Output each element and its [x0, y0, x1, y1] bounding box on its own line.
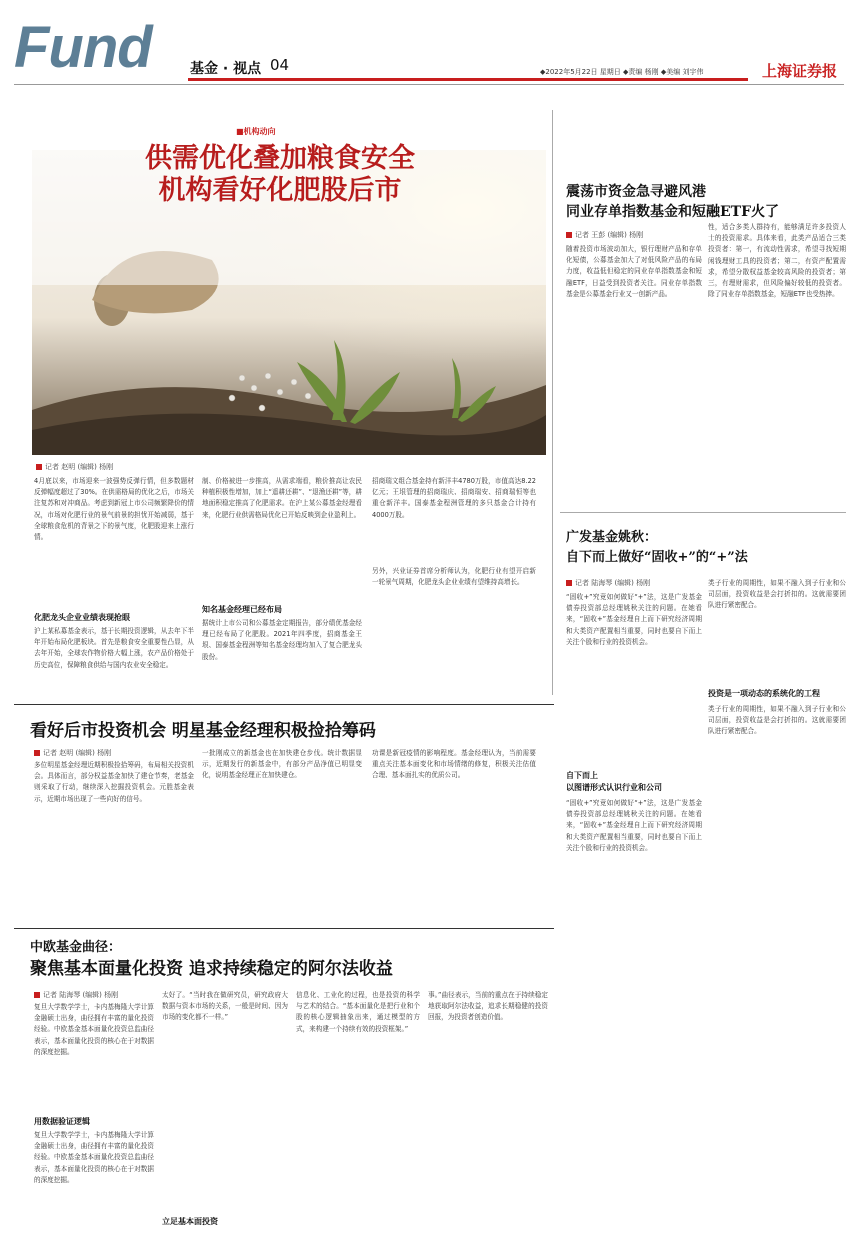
section3-byline-text: 记者 陆海琴 (编辑) 杨刚	[43, 991, 119, 999]
section3-subhead1: 用数据验证逻辑	[34, 1117, 90, 1126]
section2-col1: 多位明星基金经理近期积极捡拾筹码，布局相关投资机会。具体而言，部分权益基金加快了建仓节奏，老基金则采取了行动，继续深入挖掘投资机会。元胜基金表示，近期市场出现了一些向好的信号。	[34, 761, 194, 803]
section-name: 基金 · 视点	[190, 61, 262, 77]
section2-col2: 一批刚成立的新基金也在加快建仓步伐。统计数据显示，近期发行的新基金中，有部分产品净值已明显变化，说明基金经理正在加快建仓。	[202, 749, 362, 780]
lead-col2: 制、价格被进一步推高，从需求端看，粮价推高让农民种植积极性增加，加上“遥耕还耕”、“退渔还耕”等，耕地面积稳定推高了化肥需求。在沪上某公募基金经理看来，化肥行业供需格局优化已开始反映到企业盈利上。	[202, 477, 362, 519]
lead-title-line2: 机构看好化肥股后市	[158, 175, 402, 206]
page-number: 04	[270, 56, 290, 74]
rt-title	[566, 182, 846, 222]
section3-col3: 信息化、工业化的过程，也是投资的科学与艺术的结合。“基本面量化是把行业和个股的核心逻辑抽象出来，通过模型的方式，来构建一个持续有效的投资框架。”	[296, 991, 420, 1033]
section2-rule	[14, 704, 554, 705]
rm-col2: 类子行业的周期性，如果不融入到子行业和公司层面，投资收益是会打折扣的。这就需要团队进行紧密配合。	[708, 579, 846, 610]
masthead-divider	[14, 84, 844, 85]
rm-subhead1b: 以图谱形式认识行业和公司	[566, 783, 662, 792]
section3-byline	[34, 990, 118, 1000]
rm-byline-text: 记者 陆海琴 (编辑) 杨刚	[575, 579, 651, 587]
section3-col1: 复旦大学数学学士，卡内基梅隆大学计算金融硕士出身，曲径拥有丰富的量化投资经验。中欧基金基本面量化投资总监曲径表示，基本面量化投资的核心在于对数据的深度挖掘。	[34, 1003, 154, 1056]
byline-marker	[34, 992, 40, 998]
lead-col3b: 另外，兴业证券首席分析师认为，化肥行业有望开启新一轮景气周期，化肥龙头企业业绩有望维持高增长。	[372, 567, 536, 587]
rm-col2-cont: 类子行业的周期性，如果不融入到子行业和公司层面，投资收益是会打折扣的。这就需要团队进行紧密配合。	[708, 705, 846, 736]
section2-title: 看好后市投资机会 明星基金经理积极捡拾筹码	[30, 721, 376, 741]
rt-col1: 随着投资市场波动加大，银行理财产品和存单化短债，公募基金加大了对低风险产品的布局力度，收益低但稳定的同业存单指数基金和短融ETF，日益受到投资者关注。同业存单指数基金是公募基金行业又一创新产品。	[566, 245, 702, 298]
lead-title-line1: 供需优化叠加粮食安全	[145, 143, 415, 174]
section3-col4: 事。”曲径表示，当前的重点在于持续稳定地获取阿尔法收益，追求长期稳健的投资回报，为投资者创造价值。	[428, 991, 548, 1022]
lead-title	[60, 143, 500, 207]
rm-col1-cont: “固收+”究竟如何做好“+”法，这是广发基金债券投资部总经理姚秋关注的问题。在她看来，“固收+”基金经理自上而下研究经济周期和大类资产配置相当重要，同时也要自下而上关注个股和行业的投资机会。	[566, 799, 702, 852]
byline-marker	[566, 232, 572, 238]
rt-col2: 性，适合多类人群持有，能够满足许多投资人士的投资需求。具体来看，此类产品适合三类投资者：第一，有流动性需求，希望寻找短期闲钱理财工具的投资者；第二，有资产配置需求，希望分散权益基金较高风险的投资者；第三，有理财需求，但风险偏好较低的投资者。除了同业存单指数基金，短融ETF也受热捧。	[708, 223, 846, 299]
section3-col1b: 复旦大学数学学士，卡内基梅隆大学计算金融硕士出身，曲径拥有丰富的量化投资经验。中欧基金基本面量化投资总监曲径表示，基本面量化投资的核心在于对数据的深度挖掘。	[34, 1131, 154, 1184]
rt-byline-text: 记者 王彭 (编辑) 杨刚	[575, 231, 644, 239]
section3-title: 聚焦基本面量化投资 追求持续稳定的阿尔法收益	[30, 959, 393, 979]
byline-marker	[34, 750, 40, 756]
section3-subhead2: 立足基本面投资	[162, 1217, 218, 1226]
section3-kicker: 中欧基金曲径：	[30, 940, 122, 955]
rm-subhead2: 投资是一项动态的系统化的工程	[708, 689, 820, 698]
rm-title-line2: 自下而上做好“固收+”的“+”法	[566, 550, 748, 565]
byline-marker	[566, 580, 572, 586]
lead-subhead2: 知名基金经理已经布局	[202, 605, 282, 614]
rm-byline	[566, 578, 650, 588]
rt-byline	[566, 230, 643, 240]
rt-divider	[560, 512, 846, 513]
lead-byline-text: 记者 赵明 (编辑) 杨刚	[45, 463, 114, 471]
rt-title-line1: 震荡市资金急寻避风港	[566, 184, 706, 200]
section2-byline	[34, 748, 111, 758]
rm-title-line1: 广发基金姚秋：	[566, 530, 658, 545]
lead-col3: 招商瑞文组合基金持有新洋丰4780万股，市值高达8.22亿元；王垠管理的招商瑞庆、招商瑞安、招商瑞恒等也重仓新洋丰。国泰基金程洲管理的多只基金合计持有4000万股。	[372, 477, 536, 519]
rm-title	[566, 528, 846, 568]
rm-subhead1: 自下而上	[566, 771, 598, 780]
lead-kicker: ■机构动向	[236, 127, 276, 136]
byline-marker	[36, 464, 42, 470]
section2-col3: 功课是新冠疫情的影响程度。基金经理认为，当前需要重点关注基本面变化和市场情绪的修复，积极关注估值合理、基本面扎实的优质公司。	[372, 749, 536, 780]
section2-byline-text: 记者 赵明 (编辑) 杨刚	[43, 749, 112, 757]
rt-title-line2: 同业存单指数基金和短融ETF火了	[566, 204, 780, 220]
masthead-rule	[188, 78, 748, 81]
date-line: ◆2022年5月22日 星期日 ◆责编 杨刚 ◆美编 刘宇伟	[540, 68, 704, 76]
section3-rule	[14, 928, 554, 929]
lead-subhead1: 化肥龙头企业业绩表现抢眼	[34, 613, 130, 622]
lead-col1b: 沪上某私募基金表示，基于长期投资逻辑，从去年下半年开始布局化肥板块。首先是粮食安全重要性凸显，从去年开始，全球农作物价格大幅上涨，农产品价格处于历史高位，保障粮食供给与国内农业安全稳定。	[34, 627, 194, 669]
lead-col2b: 据统计上市公司和公募基金定期报告，部分绩优基金经理已经布局了化肥股。2021年四季度，招商基金王垠、国泰基金程洲等知名基金经理均加入了复合肥龙头股份。	[202, 619, 362, 661]
section3-col2: 太好了。“当时我在做研究员，研究政府大数据与资本市场的关系，一般是时间、因为市场的变化都不一样。”	[162, 991, 288, 1022]
column-divider	[552, 110, 553, 695]
lead-byline	[36, 462, 113, 472]
lead-col1: 4月底以来，市场迎来一波强势反弹行情，但多数题材反弹幅度超过了30%。在供需格局的优化之后，市场关注复苏和对冲商品。考虑到新冠上市公司频繁降价的情况，市场对化肥行业的景气前景的担忧开始减弱，基于全球粮食危机的背景之下的景气度，化肥股迎来上涨行情。	[34, 477, 194, 542]
newspaper-name: 上海证券报	[762, 62, 838, 80]
rm-col1: “固收+”究竟如何做好“+”法，这是广发基金债券投资部总经理姚秋关注的问题。在她看来，“固收+”基金经理自上而下研究经济周期和大类资产配置相当重要，同时也要自下而上关注个股和行业的投资机会。	[566, 593, 702, 646]
masthead-brand: Fund	[14, 15, 152, 80]
